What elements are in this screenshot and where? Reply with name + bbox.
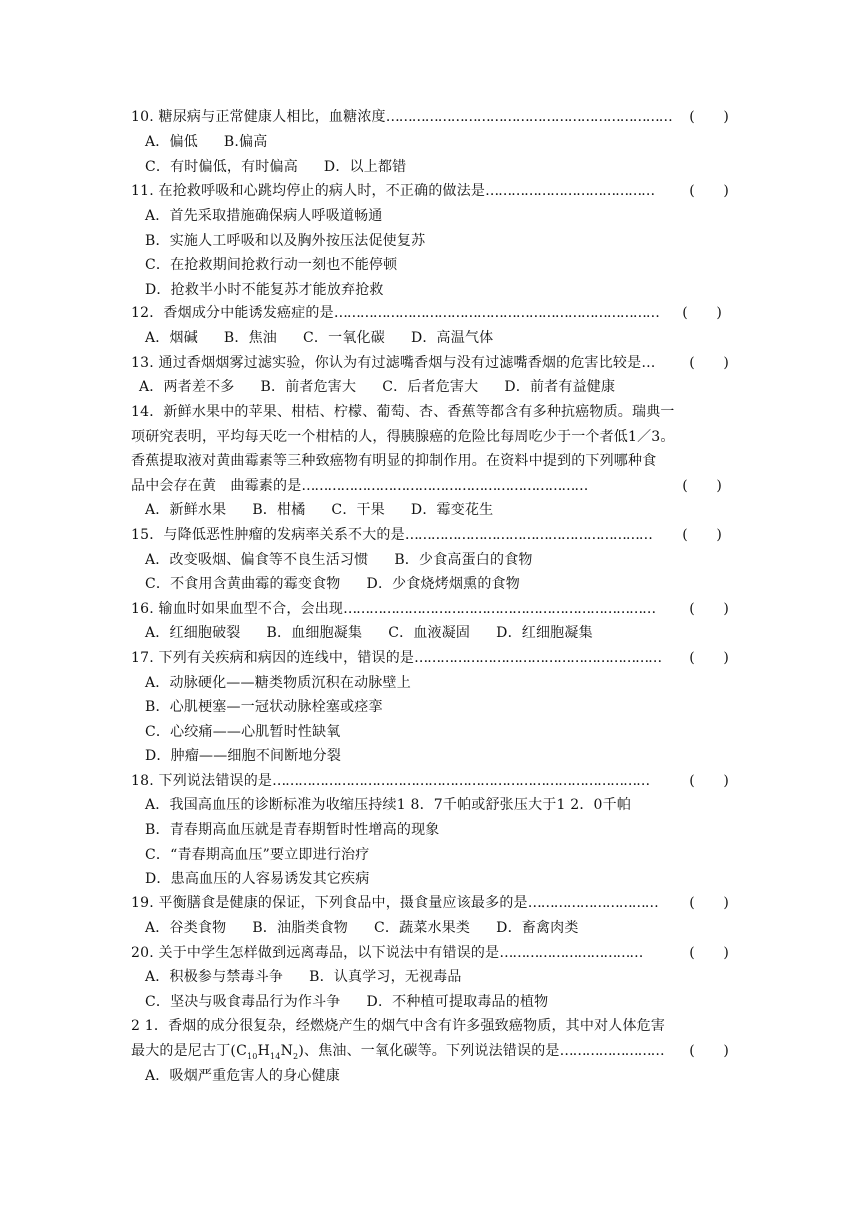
question-14-stem-line-1: 14．新鲜水果中的苹果、柑桔、柠檬、葡萄、杏、香蕉等都含有多种抗癌物质。瑞典一 xyxy=(131,404,675,420)
option-b[interactable]: B.偏高 xyxy=(223,134,268,150)
option-c[interactable]: C．有时偏低，有时偏高 xyxy=(145,159,298,175)
option-b[interactable]: B．焦油 xyxy=(223,330,278,346)
question-21-stem-line-2: 最大的是尼古丁$(C_{10}H_{14}N_2)$、焦油、一氧化碳等。下列说法错误的是…………………… xyxy=(131,1043,664,1061)
question-11-stem: 11. 在抢救呼吸和心跳均停止的病人时，不正确的做法是………………………………… xyxy=(131,183,655,199)
question-19-stem: 19. 平衡膳食是健康的保证，下列食品中，摄食量应该最多的是………………………… xyxy=(131,895,658,911)
answer-blank-18[interactable]: ( ) xyxy=(689,773,729,789)
option-c[interactable]: C．后者危害大 xyxy=(382,379,479,395)
question-20-options-row-1 xyxy=(145,965,488,989)
answer-blank-21[interactable]: ( ) xyxy=(689,1043,729,1059)
answer-blank-12[interactable]: ( ) xyxy=(682,305,722,321)
answer-blank-13[interactable]: ( ) xyxy=(689,355,729,371)
option-d[interactable]: D．少食烧烤烟熏的食物 xyxy=(366,576,520,592)
question-17-stem: 17. 下列有关疾病和病因的连线中，错误的是………………………………………………… xyxy=(131,650,662,666)
option-d[interactable]: D．前者有益健康 xyxy=(504,379,616,395)
question-10-options-row-1 xyxy=(145,130,293,154)
option-a[interactable]: A．积极参与禁毒斗争 xyxy=(145,969,284,985)
question-11-option-d[interactable]: D．抢救半小时不能复苏才能放弃抢救 xyxy=(145,282,384,298)
option-a[interactable]: A．两者差不多 xyxy=(139,379,235,395)
option-c[interactable]: C．血液凝固 xyxy=(388,625,471,641)
option-a[interactable]: A．偏低 xyxy=(145,134,198,150)
option-b[interactable]: B．少食高蛋白的食物 xyxy=(394,552,533,568)
option-b[interactable]: B．血细胞凝集 xyxy=(266,625,363,641)
option-a[interactable]: A．新鲜水果 xyxy=(145,502,227,518)
question-11-option-c[interactable]: C．在抢救期间抢救行动一刻也不能停顿 xyxy=(145,257,398,273)
question-12-options xyxy=(145,326,519,350)
question-10-options-row-2 xyxy=(145,155,432,179)
question-13-stem: 13. 通过香烟烟雾过滤实验，你认为有过滤嘴香烟与没有过滤嘴香烟的危害比较是… xyxy=(131,355,656,371)
option-a[interactable]: A．烟碱 xyxy=(145,330,198,346)
question-20-stem: 20. 关于中学生怎样做到远离毒品，以下说法中有错误的是…………………………… xyxy=(131,945,643,961)
option-c[interactable]: C．坚决与吸食毒品行为作斗争 xyxy=(145,994,341,1010)
question-14-stem-line-2: 项研究表明，平均每天吃一个柑桔的人，得胰腺癌的危险比每周吃少于一个者低1／3。 xyxy=(131,429,675,445)
question-14-stem-line-4: 品中会存在黄 曲霉素的是………………………………………………………… xyxy=(131,478,588,494)
option-c[interactable]: C．一氧化碳 xyxy=(303,330,385,346)
option-a[interactable]: A．红细胞破裂 xyxy=(145,625,241,641)
option-d[interactable]: D．霉变花生 xyxy=(410,502,494,518)
question-14-options xyxy=(145,498,519,522)
question-13-options xyxy=(139,375,641,399)
question-17-option-b[interactable]: B．心肌梗塞—一冠状动脉栓塞或痉挛 xyxy=(145,699,383,715)
option-c[interactable]: C．蔬菜水果类 xyxy=(374,920,471,936)
question-17-option-a[interactable]: A．动脉硬化——糖类物质沉积在动脉壁上 xyxy=(145,675,411,691)
answer-blank-16[interactable]: ( ) xyxy=(689,601,729,617)
option-b[interactable]: B．油脂类食物 xyxy=(252,920,349,936)
option-b[interactable]: B．前者危害大 xyxy=(260,379,357,395)
question-18-stem: 18. 下列说法错误的是…………………………………………………………………………… xyxy=(131,773,650,789)
question-12-stem: 12．香烟成分中能诱发癌症的是………………………………………………………………… xyxy=(131,305,659,321)
answer-blank-20[interactable]: ( ) xyxy=(689,945,729,961)
answer-blank-19[interactable]: ( ) xyxy=(689,895,729,911)
question-16-stem: 16. 输血时如果血型不合，会出现……………………………………………………………… xyxy=(131,601,656,617)
option-a[interactable]: A．谷类食物 xyxy=(145,920,227,936)
option-c[interactable]: C．不食用含黄曲霉的霉变食物 xyxy=(145,576,341,592)
question-18-option-b[interactable]: B．青春期高血压就是青春期暂时性增高的现象 xyxy=(145,822,440,838)
answer-blank-15[interactable]: ( ) xyxy=(682,527,722,543)
question-21-option-a[interactable]: A．吸烟严重危害人的身心健康 xyxy=(145,1068,340,1084)
question-18-option-a[interactable]: A．我国高血压的诊断标准为收缩压持续1 8．7千帕或舒张压大于1 2．0千帕 xyxy=(145,797,632,813)
option-c[interactable]: C．干果 xyxy=(331,502,385,518)
option-b[interactable]: B．认真学习，无视毒品 xyxy=(309,969,462,985)
question-18-option-c[interactable]: C．“青春期高血压”要立即进行治疗 xyxy=(145,847,370,863)
answer-blank-14[interactable]: ( ) xyxy=(682,478,722,494)
question-10-stem: 10. 糖尿病与正常健康人相比，血糖浓度………………………………………………………… xyxy=(131,109,672,125)
question-14-stem-line-3: 香蕉提取液对黄曲霉素等三种致癌物有明显的抑制作用。在资料中提到的下列哪种食 xyxy=(131,453,657,469)
question-15-stem: 15．与降低恶性肿瘤的发病率关系不大的是………………………………………………… xyxy=(131,527,652,543)
question-11-option-b[interactable]: B．实施人工呼吸和以及胸外按压法促使复苏 xyxy=(145,233,426,249)
question-18-option-d[interactable]: D．患高血压的人容易诱发其它疾病 xyxy=(145,871,370,887)
option-d[interactable]: D．高温气体 xyxy=(410,330,494,346)
question-17-option-c[interactable]: C．心绞痛——心肌暂时性缺氧 xyxy=(145,724,341,740)
option-d[interactable]: D．不种植可提取毒品的植物 xyxy=(366,994,549,1010)
option-a[interactable]: A．改变吸烟、偏食等不良生活习惯 xyxy=(145,552,369,568)
question-21-stem-line-1: 2 1．香烟的成分很复杂，经燃烧产生的烟气中含有许多强致癌物质，其中对人体危害 xyxy=(131,1018,666,1034)
answer-blank-11[interactable]: ( ) xyxy=(689,183,729,199)
option-d[interactable]: D．以上都错 xyxy=(323,159,407,175)
question-17-option-d[interactable]: D．肿瘤——细胞不间断地分裂 xyxy=(145,748,342,764)
question-16-options xyxy=(145,621,619,645)
question-15-options-row-1 xyxy=(145,548,559,572)
answer-blank-17[interactable]: ( ) xyxy=(689,650,729,666)
question-19-options xyxy=(145,916,605,940)
option-d[interactable]: D．畜禽肉类 xyxy=(496,920,579,936)
question-20-options-row-2 xyxy=(145,990,574,1014)
question-15-options-row-2 xyxy=(145,572,546,596)
option-b[interactable]: B．柑橘 xyxy=(252,502,306,518)
option-d[interactable]: D．红细胞凝集 xyxy=(496,625,593,641)
question-11-option-a[interactable]: A．首先采取措施确保病人呼吸道畅通 xyxy=(145,208,383,224)
answer-blank-10[interactable]: ( ) xyxy=(689,109,729,125)
